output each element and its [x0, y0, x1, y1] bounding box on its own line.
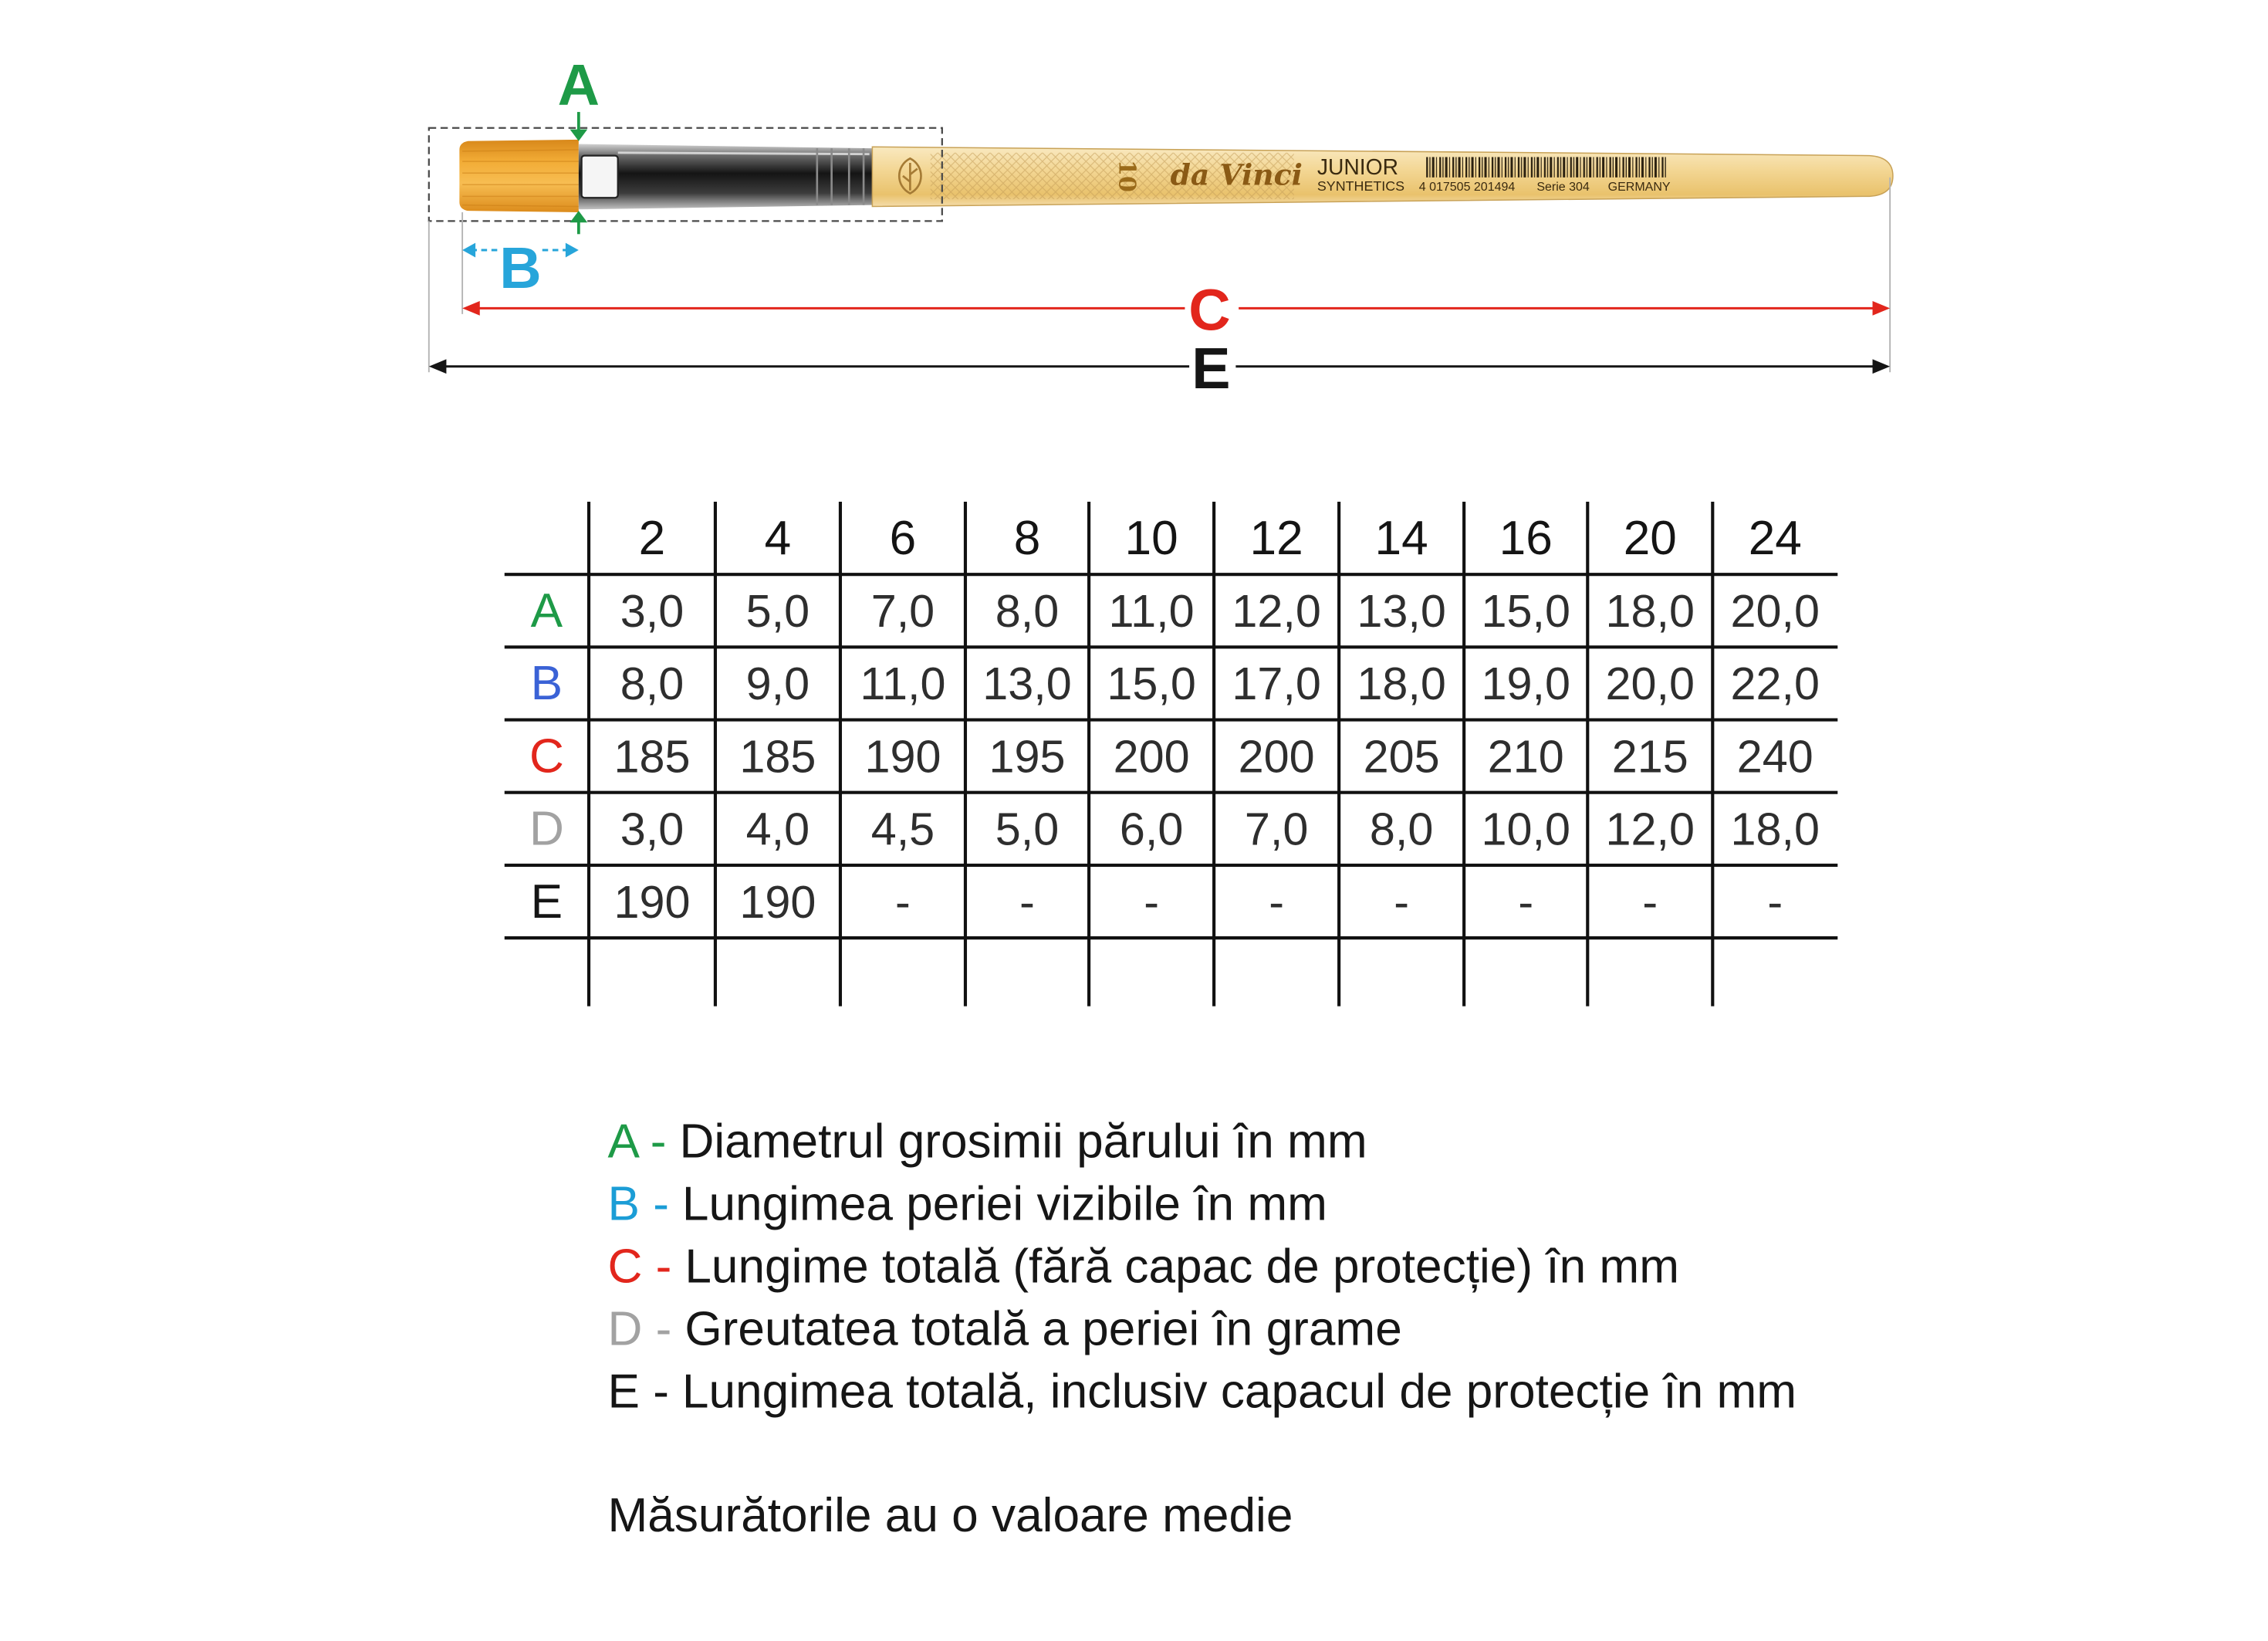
handle-barcode-number: 4 017505 201494 [1418, 180, 1516, 194]
table-values [613, 585, 1820, 928]
cell-d-size-24: 18,0 [1730, 803, 1820, 855]
arrow-left-icon [462, 301, 480, 316]
size-header-12: 12 [1249, 511, 1303, 565]
legend-key-a: A - [607, 1115, 667, 1169]
brush-illustration [459, 140, 1893, 212]
cell-a-size-24: 20,0 [1730, 584, 1820, 637]
cell-c-size-20: 215 [1611, 730, 1688, 783]
cell-d-size-14: 8,0 [1369, 803, 1434, 855]
legend-description-a: Diametrul grosimii părului în mm [679, 1115, 1367, 1169]
cell-b-size-6: 11,0 [860, 658, 946, 710]
table-row-labels [529, 584, 564, 929]
dimension-label-e: E [1191, 336, 1231, 401]
cell-e-size-8: - [1019, 875, 1035, 928]
legend-key-d: D - [607, 1302, 672, 1356]
legend-item-e [608, 1365, 1797, 1419]
legend-item-d [608, 1303, 1402, 1356]
size-header-20: 20 [1623, 511, 1677, 565]
size-header-4: 4 [764, 511, 792, 565]
cell-b-size-24: 22,0 [1730, 658, 1820, 710]
size-header-24: 24 [1748, 511, 1802, 565]
handle-size-mark: 10 [1113, 159, 1141, 192]
cell-a-size-20: 18,0 [1605, 584, 1695, 637]
cell-c-size-8: 195 [989, 730, 1066, 783]
cell-d-size-2: 3,0 [620, 803, 684, 855]
cell-c-size-12: 200 [1238, 730, 1315, 783]
arrow-right-icon [1873, 301, 1891, 316]
table-header-row [639, 512, 1802, 565]
legend-description-e: Lungimea totală, inclusiv capacul de protecție în mm [681, 1365, 1797, 1419]
cell-d-size-16: 10,0 [1481, 803, 1570, 855]
cell-d-size-4: 4,0 [745, 803, 810, 855]
cell-a-size-2: 3,0 [620, 584, 684, 637]
cell-b-size-12: 17,0 [1232, 658, 1321, 710]
cell-b-size-16: 19,0 [1481, 658, 1570, 710]
handle-subline: SYNTHETICS [1317, 178, 1405, 194]
dimension-label-a: A [557, 52, 600, 117]
arrow-up-icon [570, 211, 588, 222]
cell-a-size-10: 11,0 [1108, 584, 1195, 637]
cell-b-size-20: 20,0 [1605, 658, 1695, 710]
row-label-c: C [529, 729, 564, 783]
cell-e-size-24: - [1767, 875, 1783, 928]
cell-d-size-20: 12,0 [1605, 803, 1695, 855]
legend-item-a [608, 1115, 1367, 1169]
size-header-2: 2 [638, 511, 666, 565]
cell-c-size-16: 210 [1487, 730, 1564, 783]
cell-a-size-14: 13,0 [1357, 584, 1446, 637]
cell-a-size-12: 12,0 [1232, 584, 1321, 637]
size-header-10: 10 [1124, 511, 1178, 565]
cell-e-size-6: - [895, 875, 911, 928]
arrow-right-icon [566, 243, 579, 258]
size-table [505, 502, 1838, 1007]
cell-c-size-14: 205 [1363, 730, 1440, 783]
size-header-8: 8 [1013, 511, 1041, 565]
legend-key-b: B - [607, 1177, 669, 1231]
size-header-14: 14 [1374, 511, 1428, 565]
barcode-icon [1425, 157, 1666, 177]
cell-c-size-10: 200 [1113, 730, 1190, 783]
cell-c-size-2: 185 [613, 730, 691, 783]
cell-e-size-20: - [1642, 875, 1658, 928]
cell-e-size-2: 190 [613, 875, 691, 928]
handle-series: Serie 304 [1536, 180, 1590, 194]
handle-country: GERMANY [1607, 180, 1671, 194]
row-label-b: B [530, 657, 563, 711]
size-header-6: 6 [889, 511, 917, 565]
cell-b-size-2: 8,0 [620, 658, 684, 710]
cell-d-size-8: 5,0 [995, 803, 1060, 855]
arrow-left-icon [462, 243, 475, 258]
arrow-down-icon [570, 130, 588, 141]
cell-e-size-14: - [1394, 875, 1410, 928]
row-label-d: D [529, 802, 564, 856]
ferrule-highlight [582, 156, 618, 198]
cell-b-size-8: 13,0 [982, 658, 1072, 710]
legend-key-e: E - [607, 1365, 669, 1419]
cell-a-size-8: 8,0 [995, 584, 1060, 637]
arrow-right-icon [1873, 359, 1891, 374]
cell-c-size-6: 190 [864, 730, 941, 783]
legend-description-b: Lungimea periei vizibile în mm [681, 1177, 1327, 1231]
cell-c-size-4: 185 [739, 730, 816, 783]
cell-e-size-16: - [1518, 875, 1534, 928]
legend-description-c: Lungime totală (fără capac de protecție) în mm [684, 1240, 1679, 1294]
size-header-16: 16 [1499, 511, 1553, 565]
cell-e-size-10: - [1144, 875, 1159, 928]
arrow-left-icon [429, 359, 447, 374]
cell-d-size-6: 4,5 [870, 803, 935, 855]
cell-a-size-6: 7,0 [870, 584, 935, 637]
cell-c-size-24: 240 [1736, 730, 1813, 783]
handle-line-name: JUNIOR [1317, 154, 1399, 180]
row-label-e: E [530, 875, 563, 929]
legend-item-b [608, 1178, 1327, 1231]
legend-description-d: Greutatea totală a periei în grame [684, 1302, 1402, 1356]
cell-e-size-4: 190 [739, 875, 816, 928]
legend-item-c [608, 1240, 1679, 1294]
handle-brand: da Vinci [1170, 157, 1303, 192]
cell-a-size-4: 5,0 [745, 584, 810, 637]
legend [608, 1115, 1797, 1542]
row-label-a: A [530, 584, 563, 638]
cell-d-size-10: 6,0 [1119, 803, 1184, 855]
dimension-label-b: B [499, 235, 542, 301]
footnote: Măsurătorile au o valoare medie [607, 1488, 1293, 1542]
cell-d-size-12: 7,0 [1244, 803, 1309, 855]
cell-b-size-10: 15,0 [1107, 658, 1196, 710]
cell-e-size-12: - [1269, 875, 1285, 928]
legend-key-c: C - [607, 1240, 672, 1294]
cell-a-size-16: 15,0 [1481, 584, 1570, 637]
dimension-annotations [429, 52, 1890, 401]
dimension-label-c: C [1188, 277, 1231, 343]
cell-b-size-14: 18,0 [1357, 658, 1446, 710]
cell-b-size-4: 9,0 [745, 658, 810, 710]
